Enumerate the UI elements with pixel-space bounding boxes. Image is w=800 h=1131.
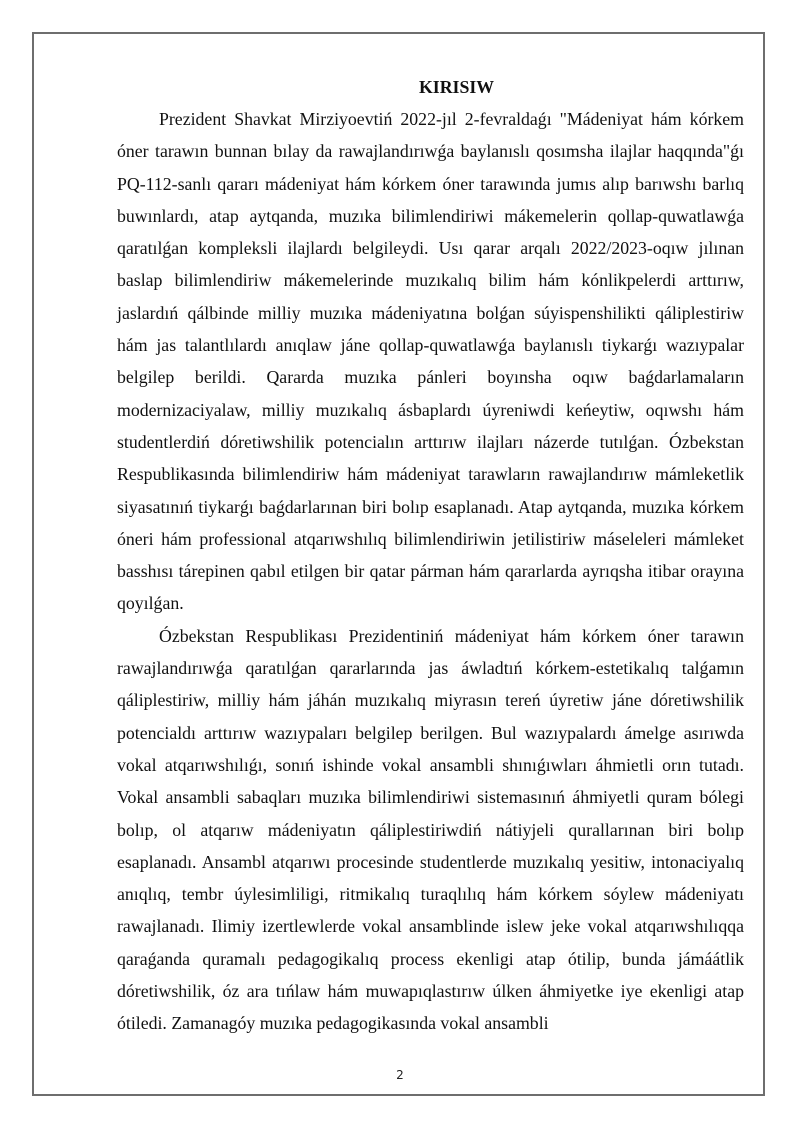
paragraph-1: Prezident Shavkat Mirziyoevtiń 2022-jıl 2-fevraldaǵı "Mádeniyat hám kórkem óner tarawın bunnan bılay da rawajlandırıwǵa baylanıslı qosımsha ilajlar haqqında"ǵı PQ-112-sanlı qararı mádeniyat hám kórkem óner tarawında jumıs alıp barıwshı barlıq buwınlardı, atap aytqanda, muzıka bilimlendiriwi mákemelerin qollap-quwatlawǵa qaratılǵan kompleksli ilajlardı belgileydi. Usı qarar arqalı 2022/2023-oqıw jılınan baslap bilimlendiriw mákemelerinde muzıkalıq bilim hám kónlikpelerdi arttırıw, jaslardıń qálbinde milliy muzıka mádeniyatına bolǵan súyispenshilikti qáliplestiriw hám jas talantlılardı anıqlaw jáne qollap-quwatlawǵa baylanıslı tiykarǵı wazıypalar belgilep berildi. Qararda muzıka pánleri boyınsha oqıw baǵdarlamaların modernizaciyalaw, milliy muzıkalıq ásbaplardı úyreniwdi keńeytiw, oqıwshı hám studentlerdiń dóretiwshilik potencialın arttırıw ilajları názerde tutılǵan. Ózbekstan Respublikasında bilimlendiriw hám mádeniyat tarawların rawajlandırıw mámleketlik siyasatınıń tiykarǵı baǵdarlarınan biri bolıp esaplanadı. Atap aytqanda, muzıka kórkem óneri hám professional atqarıwshılıq bilimlendiriwin jetilistiriw máseleleri mámleket basshısı tárepinen qabıl etilgen bir qatar párman hám qararlarda ayrıqsha itibar orayına qoyılǵan.	[117, 109, 744, 614]
document-title: KIRISIW	[418, 77, 495, 97]
paragraph-2: Ózbekstan Respublikası Prezidentiniń mádeniyat hám kórkem óner tarawın rawajlandırıwǵa qaratılǵan qararlarında jas áwladtıń kórkem-estetikalıq talǵamın qáliplestiriw, milliy hám jáhán muzıkalıq miyrasın tereń úyretiw jáne dóretiwshilik potencialdı arttırıw wazıypaları belgilep berilgen. Bul wazıypalardı ámelge asırıwda vokal atqarıwshılıǵı, sonıń ishinde vokal ansambli shınıǵıwları áhmietli orın tutadı. Vokal ansambli sabaqları muzıka bilimlendiriwi sistemasınıń áhmiyetli quram bólegi bolıp, ol atqarıw mádeniyatın qáliplestiriwdiń nátiyjeli qurallarınan biri bolıp esaplanadı. Ansambl atqarıwı procesinde studentlerde muzıkalıq yesitiw, intonaciyalıq anıqlıq, tembr úylesimliligi, ritmikalıq turaqlılıq hám kórkem sóylew mádeniyatı rawajlanadı. Ilimiy izertlewlerde vokal ansamblinde islew jeke vokal atqarıwshılıqqa qaraǵanda quramalı pedagogikalıq process ekenligi atap ótilip, bunda jámáátlik dóretiwshilik, óz ara tıńlaw hám muwapıqlastırıw úlken áhmiyetke iye ekenligi atap ótiledi. Zamanagóy muzıka pedagogikasında vokal ansambli	[117, 625, 744, 1034]
document-body	[117, 71, 744, 1040]
page-number: 2	[396, 1068, 404, 1082]
